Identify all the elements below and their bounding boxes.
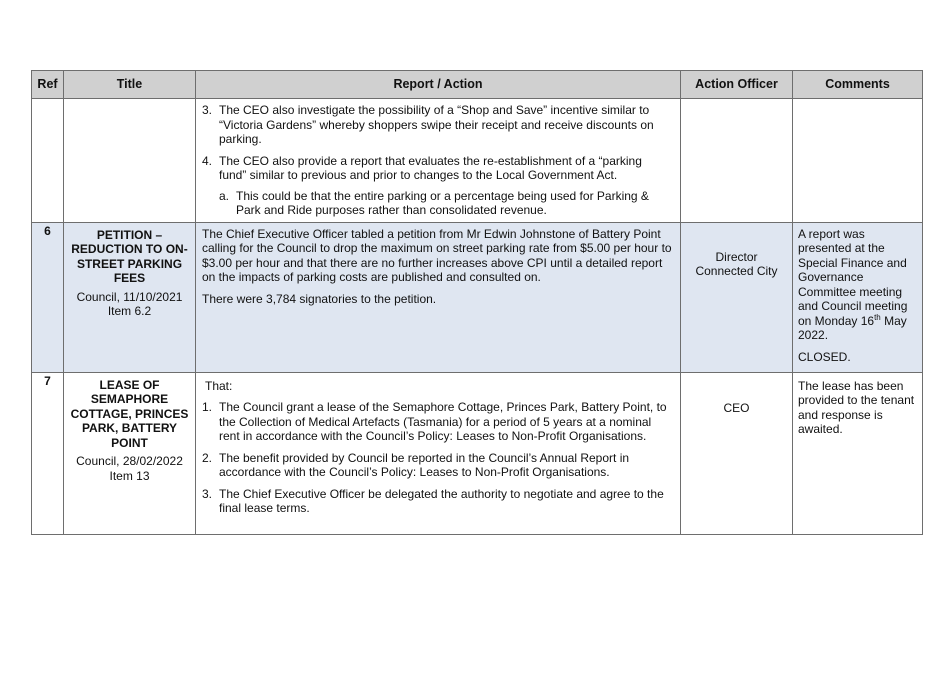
status-text: CLOSED.	[798, 349, 851, 364]
header-title: Title	[64, 71, 196, 99]
title-cell	[64, 99, 196, 223]
meeting-reference: Council, 28/02/2022 Item 13	[76, 454, 183, 483]
list-item: 2. The benefit provided by Council be reported in the Council’s Annual Report in accordance with the Council’s Policy: Leases to Non-Profit Organisations.	[202, 450, 630, 479]
ref-number: 7	[32, 372, 64, 534]
action-officer: Director Connected City	[681, 222, 793, 372]
header-officer: Action Officer	[681, 71, 793, 99]
header-ref: Ref	[32, 71, 64, 99]
item-title	[64, 222, 196, 372]
list-item: 4. The CEO also provide a report that evaluates the re-establishment of a “parking fund” similar to previous and prior to changes to the Local Government Act. a. This could be that the entire parking or a percentage being used for Parking & Park and Ride purposes rather than consolidated revenue.	[202, 154, 672, 218]
table-row-6	[32, 222, 923, 372]
comments-cell	[793, 222, 923, 372]
report-intro: That:	[205, 378, 233, 393]
item-title	[64, 372, 196, 534]
header-report: Report / Action	[196, 71, 681, 99]
officer-cell	[681, 99, 793, 223]
list-item-text: The CEO also provide a report that evaluates the re-establishment of a “parking fund” similar to previous and prior to changes to the Local Government Act.	[219, 153, 642, 182]
report-cell	[196, 372, 681, 534]
header-row	[32, 71, 923, 99]
list-item: 3. The Chief Executive Officer be delegated the authority to negotiate and agree to the final lease terms.	[202, 486, 664, 515]
item-title-text: PETITION – REDUCTION TO ON-STREET PARKING FEES	[71, 227, 188, 285]
comment-text: The lease has been provided to the tenant and response is awaited.	[798, 378, 915, 436]
list-item: 3. The CEO also investigate the possibility of a “Shop and Save” incentive similar to “Victoria Gardens” whereby shoppers swipe their receipt and receive discounts on parking.	[202, 103, 654, 146]
report-paragraph: There were 3,784 signatories to the petition.	[202, 291, 437, 306]
table-row-continued	[32, 99, 923, 223]
list-item: 1. The Council grant a lease of the Semaphore Cottage, Princes Park, Battery Point, to the Collection of Medical Artefacts (Tasmania) for a period of 5 years at a nominal rent in accordance with the Council’s Policy: Leases to Non-Profit Organisations.	[202, 400, 667, 443]
report-cell	[196, 222, 681, 372]
ref-number: 6	[32, 222, 64, 372]
comments-cell	[793, 99, 923, 223]
comments-cell	[793, 372, 923, 534]
action-table	[31, 70, 923, 535]
item-title-text: LEASE OF SEMAPHORE COTTAGE, PRINCES PARK, BATTERY POINT	[70, 377, 189, 450]
header-comments: Comments	[793, 71, 923, 99]
comment-text: A report was presented at the Special Finance and Governance Committee meeting and Council meeting on Monday 16th May 2022.	[798, 226, 908, 342]
resolution-list	[202, 400, 672, 516]
report-paragraph: The Chief Executive Officer tabled a petition from Mr Edwin Johnstone of Battery Point calling for the Council to drop the maximum on street parking rate from $5.00 per hour to $3.00 per hour and that there are no further increases above CPI until a detailed report on the impacts of parking costs are published and consulted on.	[202, 226, 672, 284]
meeting-reference: Council, 11/10/2021 Item 6.2	[76, 289, 183, 318]
ref-cell	[32, 99, 64, 223]
report-cell	[196, 99, 681, 223]
action-officer: CEO	[681, 372, 793, 534]
table-row-7	[32, 372, 923, 534]
sub-item: a. This could be that the entire parking or a percentage being used for Parking & Park and Ride purposes rather than consolidated revenue.	[219, 188, 649, 217]
resolution-list	[202, 103, 672, 218]
